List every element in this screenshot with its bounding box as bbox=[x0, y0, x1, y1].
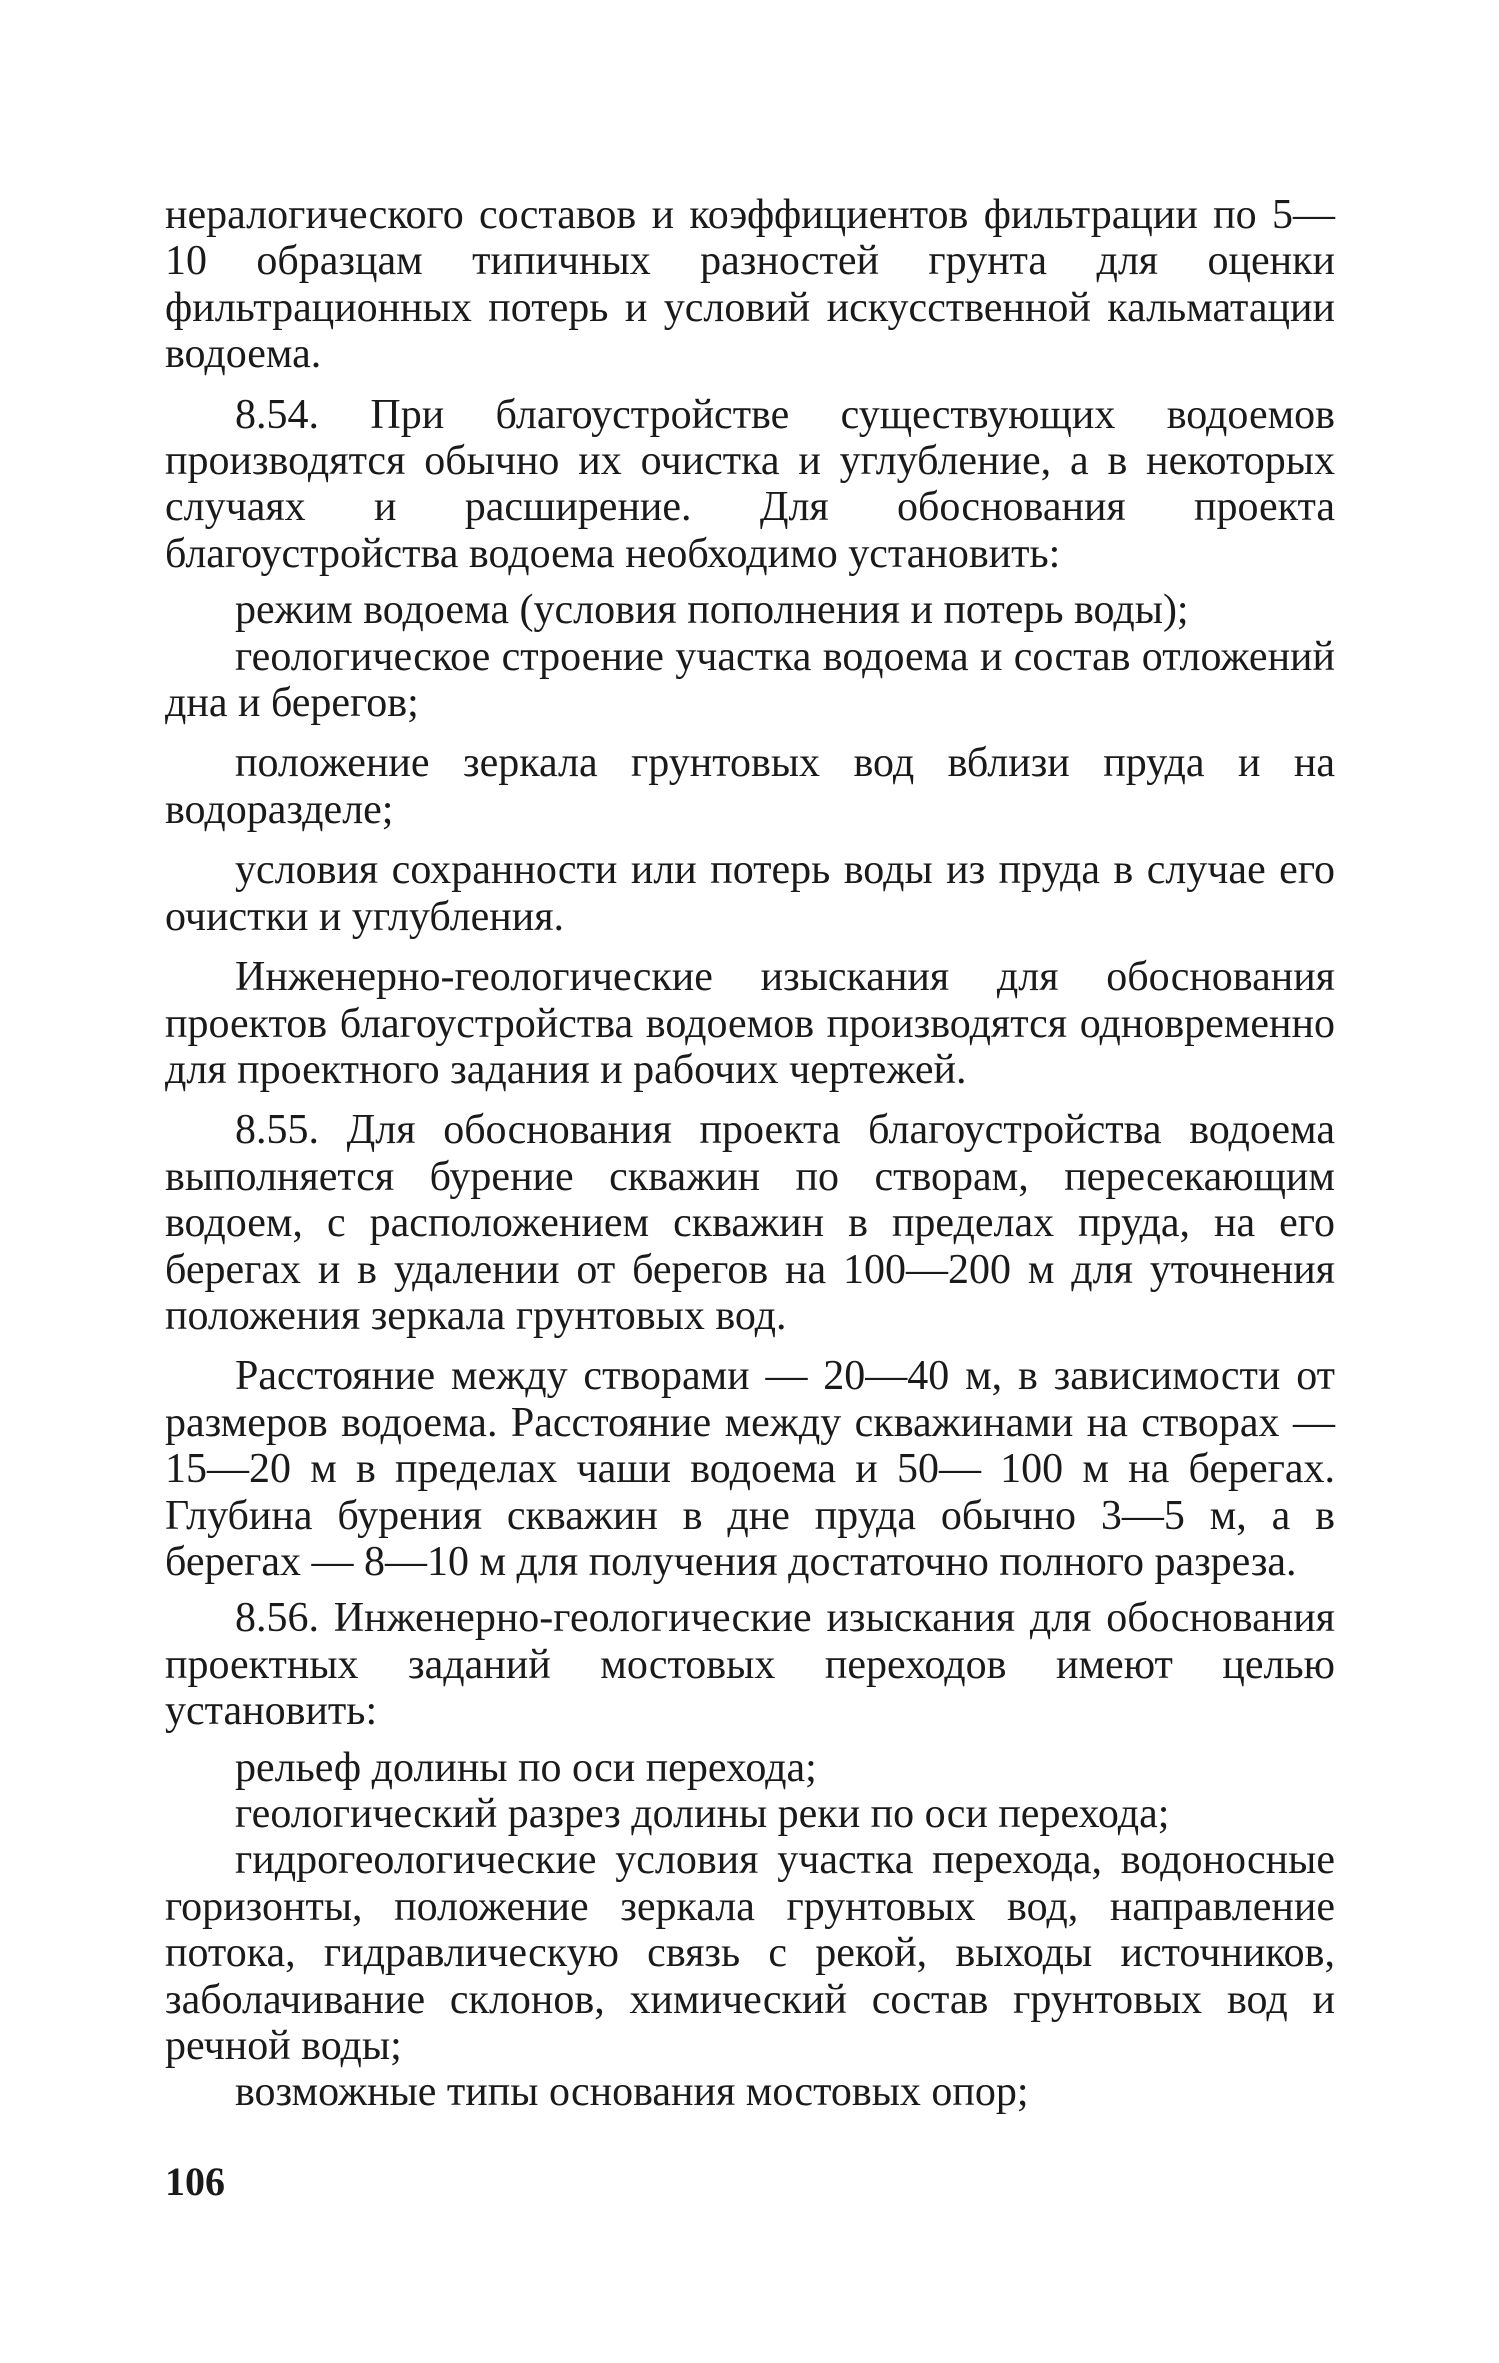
list-item-water-preservation: условия сохранности или потерь воды из пруда в случае его очистки и углубления. bbox=[165, 847, 1335, 940]
paragraph-8-54: 8.54. При благоустройстве существующих водоемов производятся обычно их очистка и углубление, а в некоторых случаях и расширение. Для обоснования проекта благоустройства водоема необходимо установить: bbox=[165, 391, 1335, 577]
list-item-hydrogeology: гидрогеологические условия участка перехода, водоносные горизонты, положение зеркала грунтовых вод, направление потока, гидравлическую связь с рекой, выходы источников, заболачивание склонов, химический состав грунтовых вод и речной воды; bbox=[165, 1837, 1335, 2070]
paragraph-distances: Расстояние между створами — 20—40 м, в зависимости от размеров водоема. Расстояние между скважинами на створах — 15—20 м в пределах чаши водоема и 50— 100 м на берегах. Глубина бурения скважин в дне пруда обычно 3—5 м, а в берегах — 8—10 м для получения достаточно полного разреза. bbox=[165, 1353, 1335, 1585]
paragraph-8-56: 8.56. Инженерно-геологические изыскания для обоснования проектных заданий мостовых переходов имеют целью установить: bbox=[165, 1595, 1335, 1735]
list-item-geological-section: геологический разрез долины реки по оси перехода; bbox=[235, 1791, 1170, 1837]
list-item-foundation-types: возможные типы основания мостовых опор; bbox=[235, 2069, 1029, 2116]
list-item-groundwater-level: положение зеркала грунтовых вод вблизи пруда и на водоразделе; bbox=[165, 740, 1335, 833]
list-item-regime: режим водоема (условия пополнения и потерь воды); bbox=[235, 587, 1189, 634]
paragraph-continuation: нералогического составов и коэффициентов фильтрации по 5—10 образцам типичных разностей грунта для оценки фильтрационных потерь и условий искусственной кальматации водоема. bbox=[165, 192, 1335, 378]
list-item-relief: рельеф долины по оси перехода; bbox=[235, 1744, 817, 1791]
page-number: 106 bbox=[165, 2159, 225, 2204]
paragraph-8-55: 8.55. Для обоснования проекта благоустройства водоема выполняется бурение скважин по створам, пересекающим водоем, с расположением скважин в пределах пруда, на его берегах и в удалении от берегов на 100—200 м для уточнения положения зеркала грунтовых вод. bbox=[165, 1107, 1335, 1339]
paragraph-surveys-timing: Инженерно-геологические изыскания для обоснования проектов благоустройства водоемов производятся одновременно для проектного задания и рабочих чертежей. bbox=[165, 954, 1335, 1093]
list-item-geology: геологическое строение участка водоема и состав отложений дна и берегов; bbox=[165, 633, 1335, 727]
page-body bbox=[165, 192, 1335, 2116]
